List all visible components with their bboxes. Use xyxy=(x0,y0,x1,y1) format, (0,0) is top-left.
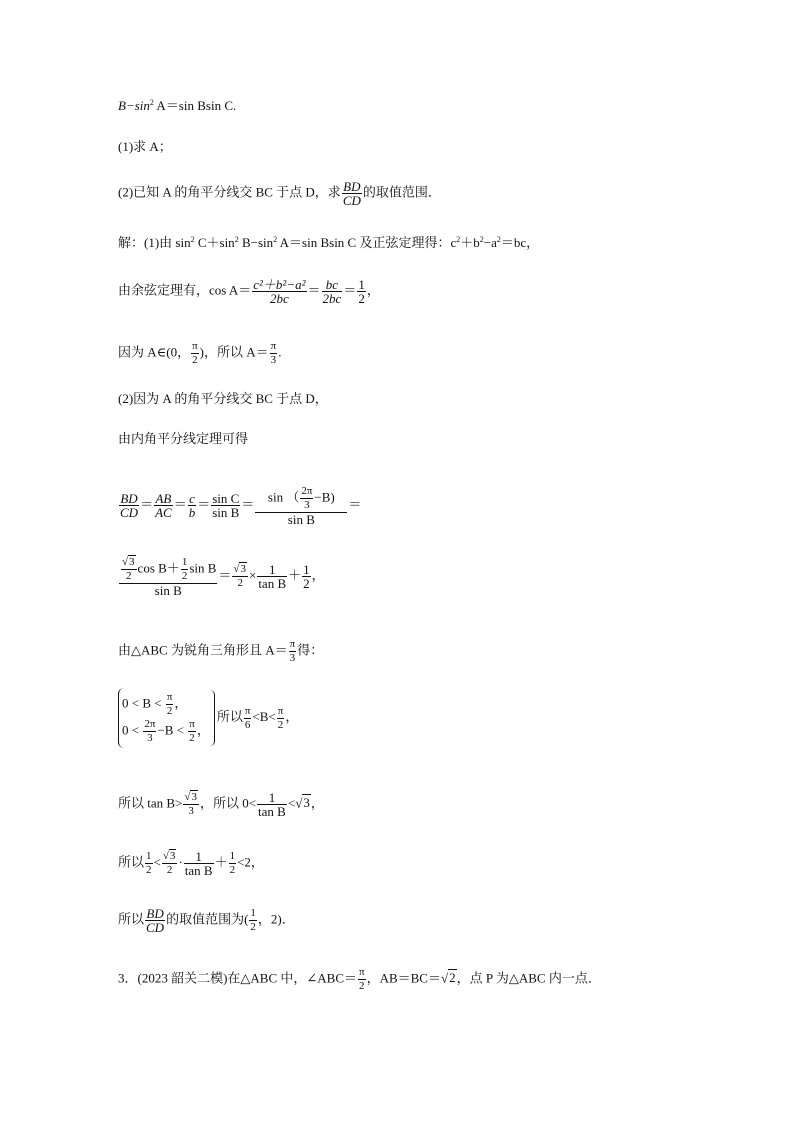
ratio-equation: $\frac{BD}{CD}$ ＝ $\frac{AB}{AC}$ ＝ $\frac{c}{b}$ ＝ $\frac{\text{sin C}}{\text{sin B}}$ ＝ sin （ $\frac{2\pi}{3}$ −B) sin B ＝ xyxy=(120,485,362,527)
solution-part-1: 解：(1)由 $\sin^2 C+\sin^2$ $B-\sin^2$ A＝sin Bsin C 及正弦定理得：$c^2+b^2-a^2=bc$， xyxy=(118,235,540,250)
solution-part-2-intro: (2)因为 A 的角平分线交 BC 于点 D， xyxy=(118,391,328,406)
question-3: 3．(2023 韶关二模)在△ABC 中，∠ABC＝ $\frac{\pi}{2}$ ，AB＝BC＝√2，点 P 为△ABC 内一点． xyxy=(118,966,601,992)
expanded-ratio: $\frac{√3}{2}$ cos B＋ $\frac{1}{2}$ sin B sin B ＝ $\frac{√3}{2}$ × $\frac{1}{\text{tan B}}$ ＋ $\frac{1}{2}$ ， xyxy=(118,556,325,597)
final-answer: 所以 $\frac{BD}{CD}$ 的取值范围为( $\frac{1}{2}$ ，2)． xyxy=(118,906,295,935)
question-1: (1)求 A； xyxy=(118,139,172,154)
ratio-bound: 所以 $\frac{1}{2}$ < $\frac{√3}{2}$ · $\frac{1}{\text{tan B}}$ ＋ $\frac{1}{2}$ <2， xyxy=(118,849,264,878)
tangent-bound: 所以 tan B> $\frac{√3}{3}$ ，所以 0< $\frac{1}{\text{tan B}}$ <√3， xyxy=(118,790,324,819)
angle-bisector-theorem: 由内角平分线定理可得 xyxy=(118,431,249,446)
question-2: (2)已知 A 的角平分线交 BC 于点 D，求 $\frac{BD}{CD}$ 的取值范围． xyxy=(118,179,441,208)
problem-continuation: $B-\sin^2$ A＝sin Bsin C. xyxy=(118,98,237,113)
angle-a-result: 因为 A∈(0， $\frac{\pi}{2}$ )，所以 A＝ $\frac{\pi}{3}$ . xyxy=(118,340,282,366)
acute-triangle-condition: 由△ABC 为锐角三角形且 A＝ $\frac{\pi}{3}$ 得： xyxy=(118,638,324,664)
inequality-system: 0 < B < $\frac{\pi}{2}$ ， 0 < $\frac{2\pi}{3}$ −B < $\frac{\pi}{2}$ ， 所以 $\frac{\pi}{6}$ <B< $\frac{\pi}{2}$ ， xyxy=(118,688,298,748)
cosine-rule-line: 由余弦定理有，cos A＝ $\frac{\text{c²＋b²−a²}}{2bc}$ ＝ $\frac{bc}{2bc}$ ＝ $\frac{1}{2}$ ， xyxy=(118,277,380,306)
